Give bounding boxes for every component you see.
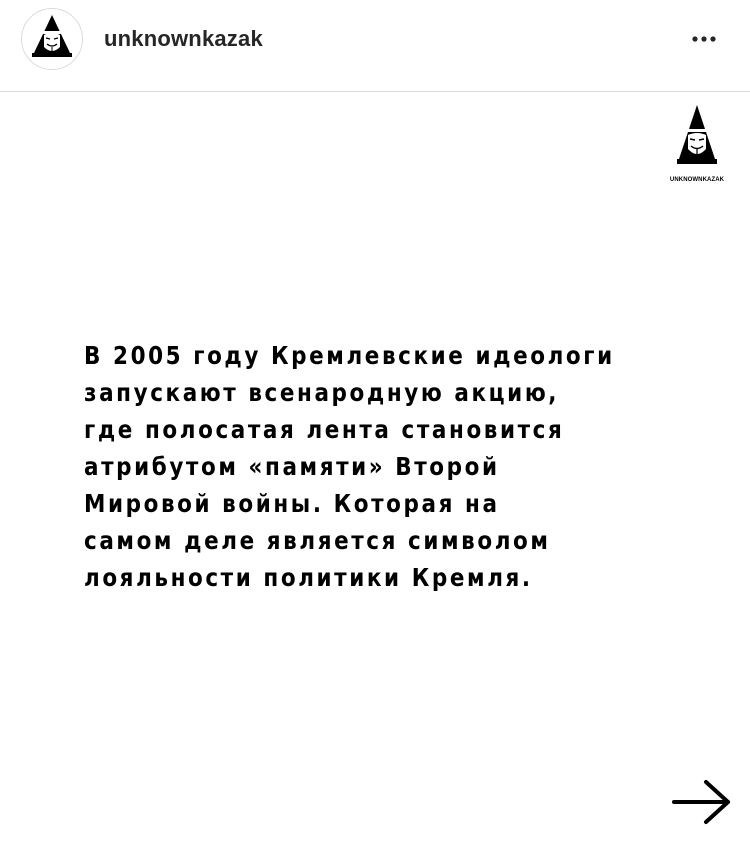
username[interactable]: unknownkazak xyxy=(104,26,263,51)
post-text-line: В 2005 году Кремлевские идеологи xyxy=(84,341,615,370)
corner-logo xyxy=(667,103,727,183)
post-text-line: самом деле является символом xyxy=(84,526,551,555)
arrow-right-icon xyxy=(668,776,736,828)
more-options-button[interactable] xyxy=(684,24,724,54)
avatar[interactable] xyxy=(21,8,83,70)
post-text-line: Мировой войны. Которая на xyxy=(84,489,500,518)
more-options-icon xyxy=(684,24,724,54)
post-image[interactable] xyxy=(0,93,750,851)
helmet-mask-logo-icon xyxy=(675,103,719,175)
post-text-line: запускают всенародную акцию, xyxy=(84,378,560,407)
post-text-line: атрибутом «памяти» Второй xyxy=(84,452,500,481)
next-slide-button[interactable] xyxy=(668,776,736,828)
logo-caption: UNKNOWNKAZAK xyxy=(669,177,725,183)
helmet-mask-logo-icon xyxy=(22,9,82,69)
post-text xyxy=(84,337,704,596)
post-text-line: лояльности политики Кремля. xyxy=(84,563,533,592)
post-text-line: где полосатая лента становится xyxy=(84,415,565,444)
post-header xyxy=(0,0,750,92)
